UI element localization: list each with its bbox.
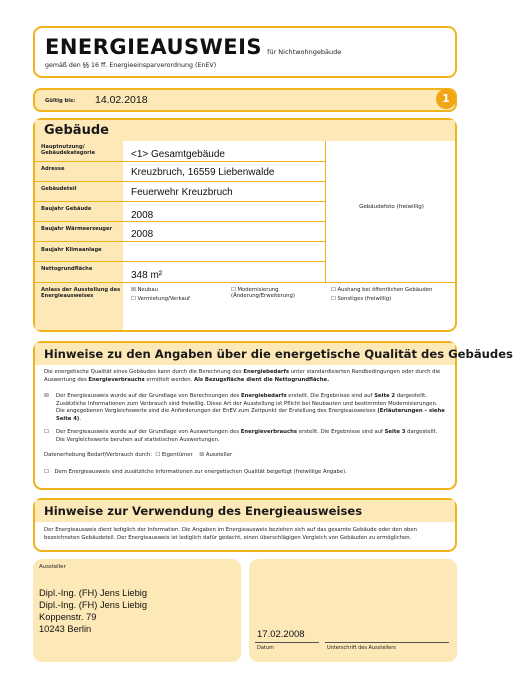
- building-box: [33, 118, 457, 332]
- row-label-year-ac: Baujahr Klimaanlage: [41, 247, 102, 253]
- row-value-part: Feuerwehr Kreuzbruch: [131, 187, 233, 198]
- checkbox-checked-icon: ☒: [44, 393, 49, 399]
- validity-label: Gültig bis:: [45, 98, 76, 104]
- row-label-address: Adresse: [41, 166, 65, 172]
- issuer-line: Dipl.-Ing. (FH) Jens Liebig: [39, 600, 147, 610]
- usage-hints-box: [33, 498, 457, 552]
- row-value-area: 348 m²: [131, 270, 163, 281]
- checkbox-icon: ☐: [331, 296, 336, 302]
- row-label-category: Hauptnutzung/ Gebäudekategorie: [41, 144, 95, 156]
- usage-hints-header: [35, 500, 455, 522]
- date-label: Datum: [257, 645, 274, 651]
- reason-public-notice: ☐ Aushang bei öffentlichen Gebäuden: [331, 287, 433, 293]
- row-value-category: <1> Gesamtgebäude: [131, 149, 225, 160]
- row-value-address: Kreuzbruch, 16559 Liebenwalde: [131, 167, 275, 178]
- issuer-address: [39, 587, 147, 635]
- validity-date: 14.02.2018: [95, 94, 148, 106]
- row-label-year-heater: Baujahr Wärmeerzeuger: [41, 226, 113, 232]
- issuer-line: Dipl.-Ing. (FH) Jens Liebig: [39, 588, 147, 598]
- building-header: [35, 120, 455, 141]
- quality-option-demand: ☒ Der Energieausweis wurde auf der Grundlage von Berechnungen des Energiebedarfs erstellt. Die Ergebnisse sind auf Seite 2 dargestellt. Zusätzliche Informationen zum Verbrauch sind freiwillig. Diese Art der Ausstellung ist Pflicht bei Neubauten und bestimmten Modernisierungen. Die angegebenen Vergleichswerte sind die Anforderungen der EnEV zum Zeitpunkt der Erstellung des Energieausweises (Erläuterungen – siehe Seite 4).: [44, 393, 445, 422]
- reason-other: ☐ Sonstiges (freiwillig): [331, 296, 392, 302]
- reason-modernization: ☐ Modernisierung (Änderung/Erweiterung): [231, 287, 295, 299]
- issuer-label: Aussteller: [39, 564, 66, 570]
- checkbox-icon: ☐: [44, 469, 49, 475]
- page-title: ENERGIEAUSWEIS: [45, 35, 263, 59]
- quality-hints-box: [33, 341, 513, 490]
- reason-row: [35, 283, 455, 329]
- header-box: [33, 26, 457, 78]
- quality-option-additional: ☐ Dem Energieausweis sind zusätzliche Informationen zur energetischen Qualität beigefügt (freiwillige Angabe).: [44, 469, 347, 475]
- usage-hints-title: Hinweise zur Verwendung des Energieausweises: [44, 504, 363, 518]
- reason-rent-sale: ☐ Vermietung/Verkauf: [131, 296, 190, 302]
- row-value-year-building: 2008: [131, 210, 154, 221]
- building-photo-area: [326, 141, 457, 282]
- row-value-year-heater: 2008: [131, 229, 154, 240]
- page-number-badge: 1: [436, 89, 456, 109]
- checkbox-icon: ☐: [331, 287, 336, 293]
- checkbox-checked-icon: ☒: [199, 452, 205, 458]
- usage-hints-text: Der Energieausweis dient lediglich der Information. Die Angaben im Energieausweis beziehen sich auf das gesamte Gebäude oder den oben bezeichneten Gebäudeteil. Der Energieausweis ist lediglich dafür gedacht, einen überschlägigen Vergleich von Gebäuden zu ermöglichen.: [44, 527, 418, 541]
- signature-box: [249, 559, 457, 662]
- building-section-title: Gebäude: [44, 123, 109, 138]
- issuer-line: 10243 Berlin: [39, 624, 92, 634]
- issue-date: 17.02.2008: [257, 629, 305, 640]
- quality-option-consumption: ☐ Der Energieausweis wurde auf der Grundlage von Auswertungen des Energieverbrauchs erstellt. Die Ergebnisse sind auf Seite 3 dargestellt. Die Vergleichswerte beruhen auf statistischen Auswertungen.: [44, 429, 438, 443]
- issuer-line: Koppenstr. 79: [39, 612, 97, 622]
- issuer-box: [33, 559, 241, 662]
- row-label-year-building: Baujahr Gebäude: [41, 206, 92, 212]
- checkbox-icon: ☐: [155, 452, 161, 458]
- reason-label: Anlass der Ausstellung des Energieausweises: [41, 287, 121, 299]
- page-subtitle: gemäß den §§ 16 ff. Energieeinsparverordnung (EnEV): [45, 62, 217, 69]
- page-title-row: [45, 35, 341, 59]
- quality-hints-header: [35, 343, 513, 365]
- checkbox-icon: ☐: [44, 429, 49, 435]
- checkbox-icon: ☐: [231, 287, 236, 293]
- reason-new-building: ☒ Neubau: [131, 287, 158, 293]
- row-label-area: Nettogrundfläche: [41, 266, 93, 272]
- row-label-part: Gebäudeteil: [41, 186, 77, 192]
- validity-box: [33, 88, 457, 112]
- data-survey-row: Datenerhebung Bedarf/Verbrauch durch: ☐ Eigentümer ☒ Aussteller: [44, 452, 233, 458]
- page-title-suffix: für Nichtwohngebäude: [267, 48, 342, 56]
- checkbox-icon: ☐: [131, 296, 136, 302]
- signature-label: Unterschrift des Ausstellers: [327, 645, 396, 651]
- quality-intro: Die energetische Qualität eines Gebäudes kann durch die Berechnung des Energiebedarfs unter standardisierten Randbedingungen oder durch die Auswertung des Energieverbrauchs ermittelt werden. Als Bezugsfläche dient die Nettogrundfläche.: [44, 369, 441, 383]
- checkbox-icon: ☒: [131, 287, 136, 293]
- quality-hints-title: Hinweise zu den Angaben über die energetische Qualität des Gebäudes: [44, 347, 513, 361]
- photo-label: Gebäudefoto (freiwillig): [359, 204, 424, 210]
